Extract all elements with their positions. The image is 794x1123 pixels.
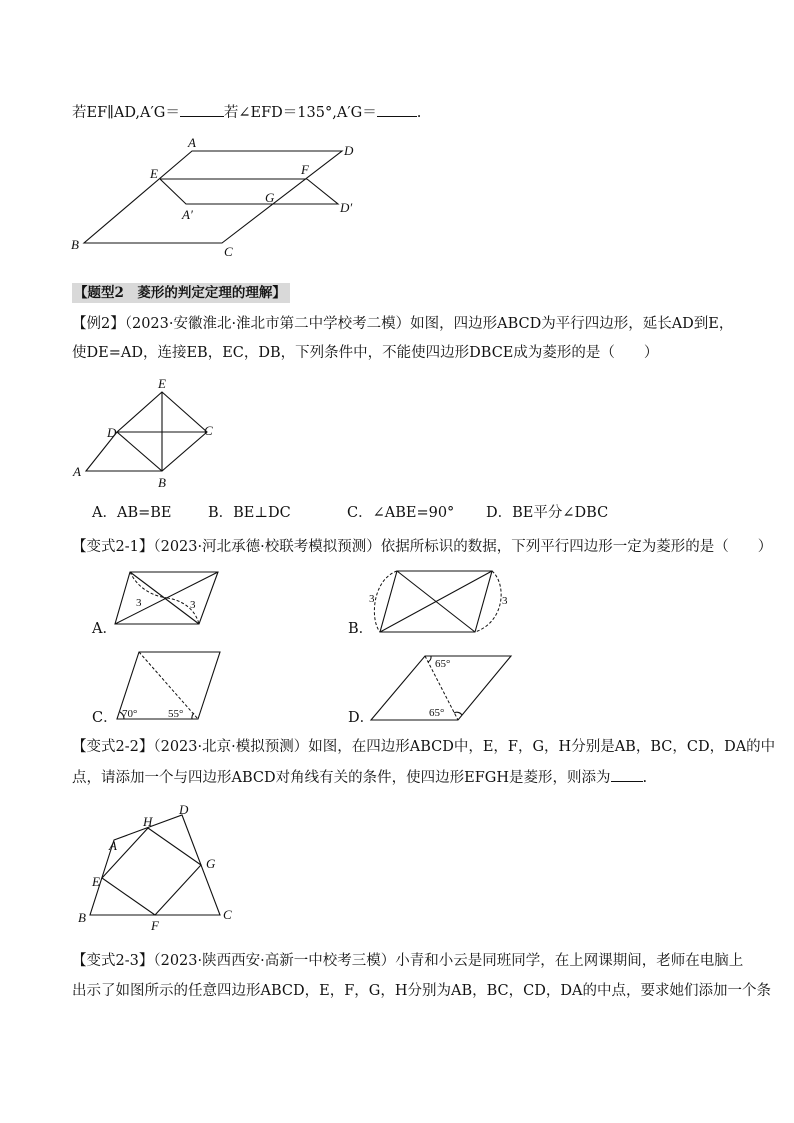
label-A-prime: A′ xyxy=(182,207,193,222)
option-B: B．BE⊥DC xyxy=(208,505,291,521)
answer-blank-2 xyxy=(377,102,417,117)
label-G: G xyxy=(206,856,216,871)
v21B-label-right: 3 xyxy=(502,595,508,607)
label-C: C xyxy=(223,907,232,922)
label-F: F xyxy=(151,918,159,933)
answer-blank-1 xyxy=(180,102,224,117)
v21A-label-right: 3 xyxy=(190,599,196,611)
v21-figure-D xyxy=(365,650,515,725)
variant23-line1: 【变式2-3】（2023·陕西西安·高新一中校考三模）小青和小云是同班同学，在上网课期间，老师在电脑上 xyxy=(72,953,744,969)
label-E: E xyxy=(158,376,166,391)
example2-line1: 【例2】（2023·安徽淮北·淮北市第二中学校考二模）如图，四边形ABCD为平行四边形，延长AD到E， xyxy=(72,316,734,332)
label-B: B xyxy=(158,475,166,490)
variant22-line2: 点，请添加一个与四边形ABCD对角线有关的条件，使四边形EFGH是菱形，则添为 . xyxy=(72,767,647,788)
v21-option-D: D． xyxy=(348,710,375,726)
label-D-prime: D′ xyxy=(340,200,353,215)
section-heading: 【题型2 菱形的判定定理的理解】 xyxy=(72,283,290,303)
label-A: A xyxy=(73,464,81,479)
label-B: B xyxy=(71,237,79,252)
variant23-line2: 出示了如图所示的任意四边形ABCD，E，F，G，H分别为AB，BC，CD，DA的中点，要求她们添加一个条 xyxy=(72,983,771,999)
label-F: F xyxy=(301,162,309,177)
label-C: C xyxy=(224,244,233,257)
option-C: C．∠ABE=90° xyxy=(347,505,455,521)
answer-blank-3 xyxy=(611,767,643,782)
v21-figure-B xyxy=(362,562,522,638)
variant21-text: 【变式2-1】（2023·河北承德·校联考模拟预测）依据所标识的数据，下列平行四边形一定为菱形的是（ ） xyxy=(72,539,773,555)
v21-option-B: B． xyxy=(348,621,374,637)
label-D: D xyxy=(344,143,354,158)
label-E: E xyxy=(92,874,100,889)
label-E: E xyxy=(150,166,158,181)
label-A: A xyxy=(188,135,196,150)
label-G: G xyxy=(265,190,275,205)
v21B-label-left: 3 xyxy=(369,593,375,605)
label-D: D xyxy=(179,802,189,817)
variant22-line1: 【变式2-2】（2023·北京·模拟预测）如图，在四边形ABCD中，E，F，G，H分别是AB，BC，CD，DA的中 xyxy=(72,739,776,755)
label-D: D xyxy=(107,425,117,440)
label-A: A xyxy=(109,838,117,853)
v21D-angle-a: 65° xyxy=(435,658,451,670)
v21C-angle-a: 70° xyxy=(122,708,138,720)
option-A: A．AB=BE xyxy=(92,505,172,521)
option-D: D．BE平分∠DBC xyxy=(486,505,609,521)
label-C: C xyxy=(204,423,213,438)
figure-quadrilateral-midpoints xyxy=(72,800,247,935)
example2-line2: 使DE=AD，连接EB，EC，DB，下列条件中，不能使四边形DBCE成为菱形的是（ ） xyxy=(72,345,659,361)
v21A-label-left: 3 xyxy=(136,597,142,609)
v21C-angle-b: 55° xyxy=(168,708,184,720)
v21D-angle-b: 65° xyxy=(429,707,445,719)
v21-option-C: C． xyxy=(92,710,118,726)
label-H: H xyxy=(143,814,153,829)
figure-folded-parallelogram xyxy=(62,132,392,257)
question-top: 若EF∥AD,A′G＝ 若∠EFD＝135°,A′G＝ . xyxy=(72,102,421,123)
v21-option-A: A． xyxy=(92,621,117,637)
figure-parallelogram-rhombus xyxy=(66,375,226,495)
v21-figure-A xyxy=(112,565,227,635)
v21-figure-C xyxy=(112,648,227,723)
label-B: B xyxy=(78,910,86,925)
